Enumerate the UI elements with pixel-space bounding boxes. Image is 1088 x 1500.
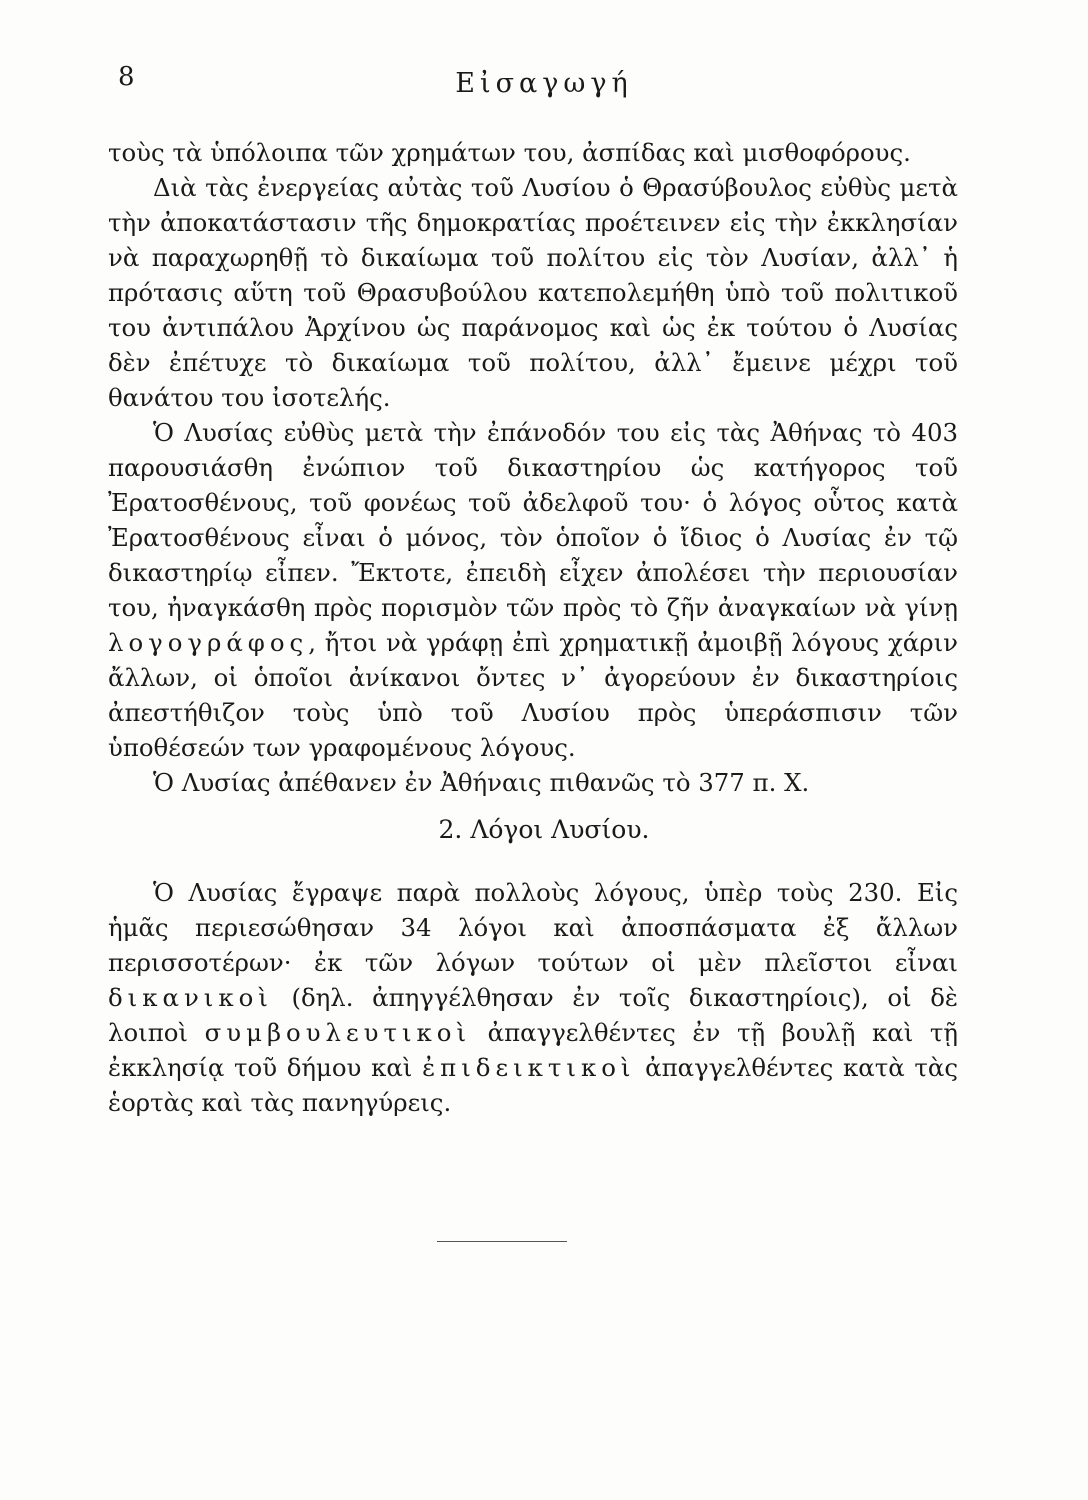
spaced-term-dikanikoi: δικανικοὶ <box>108 983 273 1012</box>
paragraph-3 <box>108 415 958 765</box>
paragraph-5-text-b: (δηλ. ἀπηγγέλθησαν ἐν τοῖς δικαστηρίοις), οἱ δὲ λοιποὶ <box>108 983 958 1047</box>
paragraph-3-text-a: Ὁ Λυσίας εὐθὺς μετὰ τὴν ἐπάνοδόν του εἰς τὰς Ἀθήνας τὸ 403 παρουσιάσθη ἐνώπιον τοῦ δικαστηρίου ὡς κατήγορος τοῦ Ἐρατοσθένους, τοῦ φονέως τοῦ ἀδελφοῦ του· ὁ λόγος οὗτος κατὰ Ἐρατοσθένους εἶναι ὁ μόνος, τὸν ὁποῖον ὁ ἴδιος ὁ Λυσίας ἐν τῷ δικαστηρίῳ εἶπεν. Ἔκτοτε, ἐπειδὴ εἶχεν ἀπολέσει τὴν περιουσίαν του, ἠναγκάσθη πρὸς πορισμὸν τῶν πρὸς τὸ ζῆν ἀναγκαίων νὰ γίνῃ <box>108 418 958 622</box>
paragraph-4: Ὁ Λυσίας ἀπέθανεν ἐν Ἀθήναις πιθανῶς τὸ 377 π. Χ. <box>153 768 810 797</box>
paragraph-5-text-d: ἀπαγγελθέντες κατὰ τὰς ἑορτὰς καὶ τὰς πανηγύρεις. <box>108 1053 958 1117</box>
spaced-term-symvouleftikoi: συμβουλευτικοὶ <box>204 1018 472 1047</box>
paragraph-5 <box>108 875 958 1120</box>
section-heading: 2. Λόγοι Λυσίου. <box>438 815 650 844</box>
closing-rule <box>437 1241 567 1242</box>
spaced-term-epideiktikoi: ἐπιδεικτικοὶ <box>422 1053 636 1082</box>
paragraph-5-text-c: ἀπαγγελθέντες ἐν τῇ βουλῇ καὶ τῇ ἐκκλησίᾳ τοῦ δήμου καὶ <box>108 1018 958 1082</box>
spaced-term-logografos: λογογράφος <box>108 628 309 657</box>
paragraph-1: τοὺς τὰ ὑπόλοιπα τῶν χρημάτων του, ἀσπίδας καὶ μισθοφόρους. <box>108 138 911 167</box>
running-title: Εἰσαγωγή <box>455 68 633 99</box>
paragraph-2: Διὰ τὰς ἐνεργείας αὐτὰς τοῦ Λυσίου ὁ Θρασύβουλος εὐθὺς μετὰ τὴν ἀποκατάστασιν τῆς δημοκρατίας προέτεινεν εἰς τὴν ἐκκλησίαν νὰ παραχωρηθῇ τὸ δικαίωμα τοῦ πολίτου εἰς τὸν Λυσίαν, ἀλλ᾽ ἡ πρότασις αὕτη τοῦ Θρασυβούλου κατεπολεμήθη ὑπὸ τοῦ πολιτικοῦ του ἀντιπάλου Ἀρχίνου ὡς παράνομος καὶ ὡς ἐκ τούτου ὁ Λυσίας δὲν ἐπέτυχε τὸ δικαίωμα τοῦ πολίτου, ἀλλ᾽ ἔμεινε μέχρι τοῦ θανάτου του ἰσοτελής. <box>108 173 958 412</box>
page-number: 8 <box>118 62 135 92</box>
section-1-body <box>108 135 958 800</box>
paragraph-3-text-b: , ἤτοι νὰ γράφῃ ἐπὶ χρηματικῇ ἀμοιβῇ λόγους χάριν ἄλλων, οἱ ὁποῖοι ἀνίκανοι ὄντες ν᾽ ἀγορεύουν ἐν δικαστηρίοις ἀπεστήθιζον τοὺς ὑπὸ τοῦ Λυσίου πρὸς ὑπεράσπισιν τῶν ὑποθέσεών των γραφομένους λόγους. <box>108 628 958 762</box>
paragraph-5-text-a: Ὁ Λυσίας ἔγραψε παρὰ πολλοὺς λόγους, ὑπὲρ τοὺς 230. Εἰς ἡμᾶς περιεσώθησαν 34 λόγοι καὶ ἀποσπάσματα ἐξ ἄλλων περισσοτέρων· ἐκ τῶν λόγων τούτων οἱ μὲν πλεῖστοι εἶναι <box>108 878 958 977</box>
section-2-body <box>108 875 958 1120</box>
